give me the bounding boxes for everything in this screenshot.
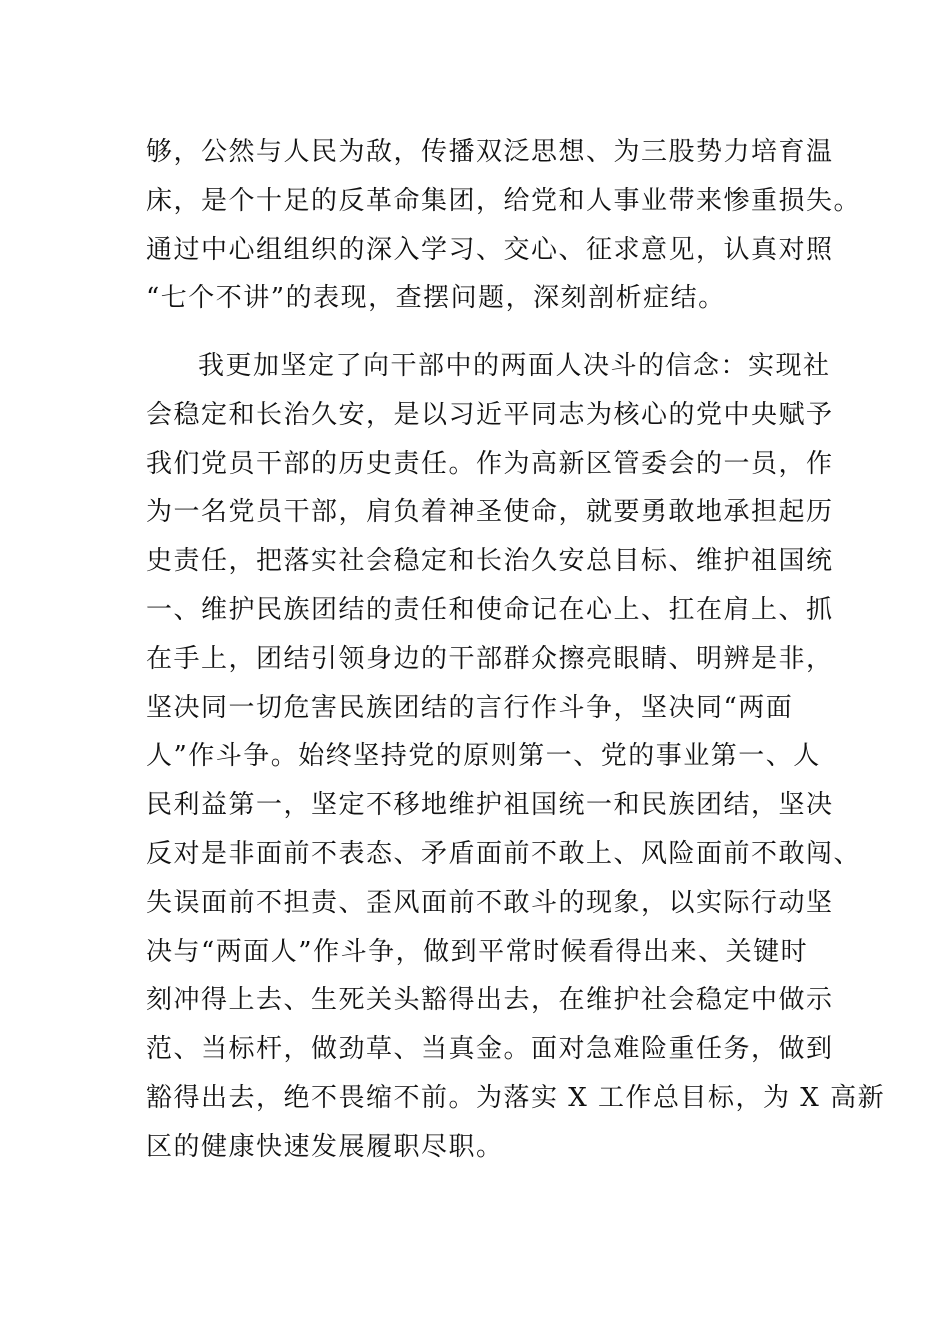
paragraph-line: 史责任，把落实社会稳定和长治久安总目标、维护祖国统 [146,546,834,577]
paragraph-line: 坚决同一切危害民族团结的言行作斗争，坚决同“两面 [146,692,794,723]
paragraph-line: 决与“两面人”作斗争，做到平常时候看得出来、关键时 [146,936,809,967]
paragraph-line: 一、维护民族团结的责任和使命记在心上、扛在肩上、抓 [146,594,834,625]
paragraph-line: 失误面前不担责、歪风面前不敢斗的现象，以实际行动坚 [146,887,834,918]
paragraph-line: 区的健康快速发展履职尽职。 [146,1131,504,1162]
paragraph-line: 人”作斗争。始终坚持党的原则第一、党的事业第一、人 [146,741,821,772]
paragraph-line: 在手上，团结引领身边的干部群众擦亮眼睛、明辨是非， [146,643,834,674]
paragraph-line: 豁得出去，绝不畏缩不前。为落实 X 工作总目标，为 X 高新 [146,1082,886,1113]
paragraph-main [146,342,886,1172]
paragraph-line: 够，公然与人民为敌，传播双泛思想、为三股势力培育温 [146,137,834,167]
paragraph-line: 反对是非面前不表态、矛盾面前不敢上、风险面前不敢闯、 [146,838,862,869]
paragraph-line: 床，是个十足的反革命集团，给党和人事业带来惨重损失。 [146,185,862,216]
paragraph-line: 范、当标杆，做劲草、当真金。面对急难险重任务，做到 [146,1034,834,1065]
paragraph-continuation [146,128,862,323]
paragraph-line: 我们党员干部的历史责任。作为高新区管委会的一员，作 [146,448,834,479]
paragraph-line: 为一名党员干部，肩负着神圣使命，就要勇敢地承担起历 [146,497,834,528]
paragraph-line: 通过中心组组织的深入学习、交心、征求意见，认真对照 [146,234,834,265]
paragraph-line: “七个不讲”的表现，查摆问题，深刻剖析症结。 [146,283,726,314]
paragraph-line: 会稳定和长治久安，是以习近平同志为核心的党中央赋予 [146,399,834,430]
paragraph-first-line: 我更加坚定了向干部中的两面人决斗的信念：实现社 [198,351,831,381]
paragraph-line: 刻冲得上去、生死关头豁得出去，在维护社会稳定中做示 [146,985,834,1016]
paragraph-line: 民利益第一，坚定不移地维护祖国统一和民族团结，坚决 [146,790,834,821]
